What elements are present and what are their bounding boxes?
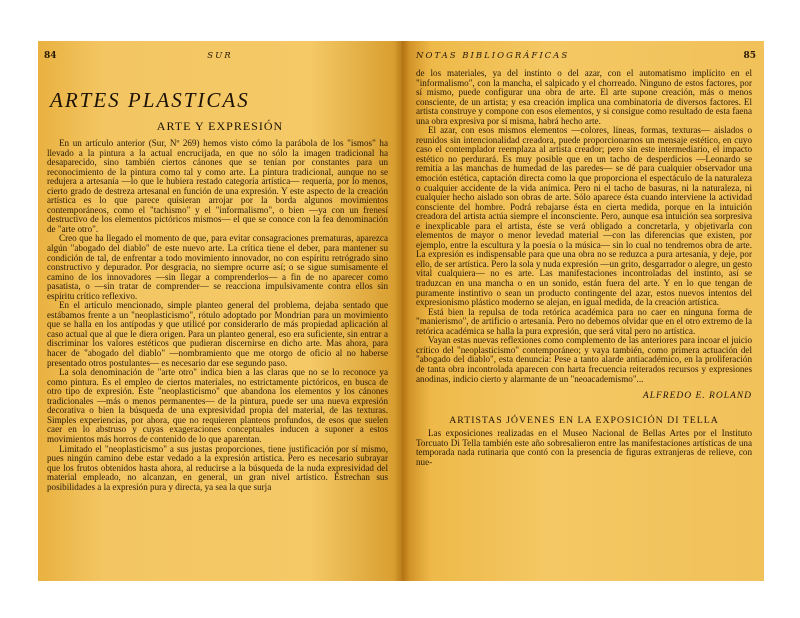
right-page-number: 85 [743,51,756,61]
left-running-head: SUR [207,51,233,61]
paragraph: En el artículo mencionado, simple planteo general del problema, dejaba sentado que estábamos frente a un "neoplasticismo", rótulo adoptado por Mondrian para un movimiento que se halla en los antípodas y que utilicé por considerarlo de más propiedad aplicación al caso actual que al que le diera origen. Para un planteo general, eso era suficiente, sin entrar a discriminar los valores estéticos que pudieran discernirse en dicho arte. Mas ahora, para hacer de "abogado del diablo" —nombramiento que me otorgo de oficio al no haberse presentado otros postulantes— es necesario dar ese segundo paso. [47,300,388,368]
paragraph: En un artículo anterior (Sur, Nº 269) hemos visto cómo la parábola de los "ismos" ha llevado a la pintura a la actual encrucijada, en que no sólo la imagen tradicional ha desaparecido, sino también ciertos cánones que se tenían por constantes para un reconocimiento de la pintura como tal y como arte. La pintura tradicional, aunque no se redujera a artesanía —lo que le hubiera restado categoría artística— requería, por lo menos, cierto grado de destreza artesanal en función de una expresión. Y este aspecto de la creación artística es lo que parece quisieran arrojar por la borda algunos movimientos contemporáneos, como el "tachismo" y el "informalismo", o bien —ya con un frenesí destructivo de los elementos pictóricos mismos— el que se conoce con la fea denominación de "arte otro". [47,138,388,234]
section-title: ARTES PLASTICAS [50,88,250,112]
left-body-text [47,139,388,492]
right-body-text [416,69,752,467]
right-page [402,41,764,581]
book-gutter [394,41,410,581]
left-page-number: 84 [44,51,57,61]
paragraph: El azar, con esos mismos elementos —colores, líneas, formas, texturas— aislados o reunidos sin intencionalidad creadora, puede proporcionarnos un mensaje estético, en cuyo caso el contemplador reemplaza al artista creador; pero sin este intermediario, el impacto estético no perdurará. Es muy posible que en un tacho de desperdicios —Leonardo se remitía a las manchas de humedad de las paredes— se dé para cualquier observador una emoción estética, captación directa como la que proporciona el espectáculo de la naturaleza o cualquier accidente de la vida anímica. Pero ni el tacho de basuras, ni la naturaleza, ni cualquier hecho aislado son obras de arte. Sólo aparece ésta cuando interviene la actividad consciente del hombre. Podrá rebajarse ésta en cierta medida, porque en la intuición creadora del artista actúa siempre el inconsciente. Pero, aunque esa intuición sea sorpresiva e inexplicable para el artista, éste se verá obligado a concretarla, y objetivarla con elementos de mayor o menor levedad material —con las diferencias que existen, por ejemplo, entre la escultura y la poesía o la música— sin lo cual no tendremos obra de arte. La expresión es indispensable para que una obra no se reduzca a pura artesanía, y deje, por ello, de ser artística. Pero la sola y nuda expresión —un grito, desgarrador o alegre, un gesto vital cualquiera— no es arte. Las manifestaciones incontroladas del instinto, así se traduzcan en una mancha o en un sonido, están fuera del arte. Y en lo que tengan de puramente instintivo o sean un producto contingente del azar, estos nuevos intentos del expresionismo plástico moderno se alejan, en igual medida, de la creación artística. [416,125,752,308]
paragraph: Está bien la repulsa de toda retórica académica para no caer en ninguna forma de "manierismo", de artificio o artesanía. Pero no debemos olvidar que en el otro extremo de la retórica académica se halla la pura expresión, que será vital pero no artística. [416,306,752,336]
paragraph: Vayan estas nuevas reflexiones como complemento de las anteriores para incoar el juicio crítico del "neoplasticismo" contemporáneo; y vaya también, como primera actuación del "abogado del diablo", esta denuncia: Pese a tanto alarde antiacadémico, en la proliferación de tanta obra incontrolada aparecen con harta frecuencia reiterados recursos y expresiones anodinas, indicio cierto y alarmante de un "neoacademismo"... [416,335,752,384]
book-spread [38,41,764,581]
author-signature: ALFREDO E. ROLAND [642,391,752,402]
paragraph: de los materiales, ya del instinto o del azar, con el automatismo implícito en el "informalismo", con la mancha, el salpicado y el chorreado. Ninguno de estos factores, por sí mismo, puede configurar una obra de arte. El arte supone creación, más o menos consciente, de un artista; y esa creación implica una combinatoria de diversos factores. El artista construye y compone con esos elementos, y si consigue como resultado de esta faena una obra expresiva por sí misma, habrá hecho arte. [416,68,752,126]
paragraph: La sola denominación de "arte otro" indica bien a las claras que no se lo reconoce ya como pintura. Es el empleo de ciertos materiales, no estrictamente pictóricos, en busca de otro tipo de expresión. Este "neoplasticismo" que abandona los elementos y los cánones tradicionales —más o menos permanentes— de la pintura, puede ser una nueva expresión decorativa o bien la búsqueda de una expresividad propia del material, de las texturas. Simples experiencias, por ahora, que no requieren planteos profundos, de esos que suelen caer en lo abstruso y cuyas exageraciones conceptuales inducen a suponer a estos movimientos más horros de contenido de lo que aparentan. [47,367,388,444]
paragraph: Las exposiciones realizadas en el Museo Nacional de Bellas Artes por el Instituto Torcuato Di Tella también este año sobresalieron entre las manifestaciones artísticas de una temporada nada rutinaria que contó con la presencia de figuras extranjeras de relieve, con nue- [416,428,752,467]
left-page [38,41,402,581]
paragraph: Creo que ha llegado el momento de que, para evitar consagraciones prematuras, aparezca algún "abogado del diablo" de este nuevo arte. La crítica tiene el deber, para mantener su condición de tal, de enfrentar a todo movimiento innovador, no con espíritu retrógrado sino constructivo y depurador. Por desgracia, no siempre ocurre así; o se sigue sumisamente el camino de los innovadores —sin llegar a comprenderlos— a fin de no aparecer como pasatista, o —sin tratar de comprender— se reacciona impulsivamente contra ellos sin espíritu crítico reflexivo. [47,233,388,301]
article-subtitle: ARTE Y EXPRESIÓN [156,119,284,133]
second-article-heading: ARTISTAS JÓVENES EN LA EXPOSICIÓN DI TELLA [449,414,719,426]
paragraph: Limitado el "neoplasticismo" a sus justas proporciones, tiene justificación por sí mismo, pues ningún camino debe estar vedado a la expresión artística. Pero es necesario subrayar que los frutos obtenidos hasta ahora, al reducirse a la búsqueda de la nuda expresividad del material empleado, no alcanzan, en general, un gran nivel artístico. Estrechan sus posibilidades a la expresión pura y directa, ya sea la que surja [47,443,388,492]
right-running-head: NOTAS BIBLIOGRÁFICAS [416,51,570,61]
